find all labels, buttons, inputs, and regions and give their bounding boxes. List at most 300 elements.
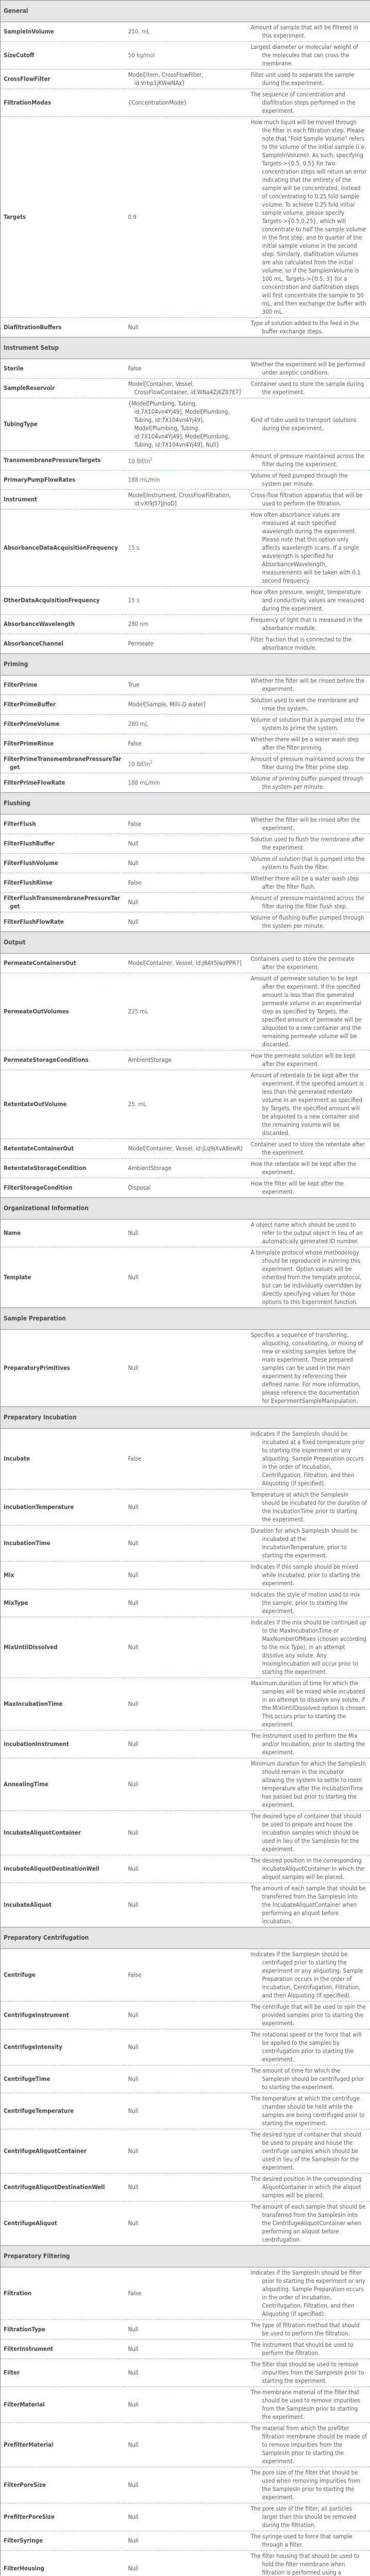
- option-description-cell: [248, 754, 370, 773]
- option-value-text: Model[Container, Vessel, id:J8AY5jwzPPR7]: [128, 959, 242, 967]
- option-value: [128, 1100, 245, 1108]
- option-description: The desired position in the corresponding IncubateAliquotContainer in which the aliquot samples will be placed.: [250, 1857, 364, 1880]
- option-value: [128, 620, 245, 628]
- option-value-cell: [125, 2320, 248, 2340]
- option-name: FilterFlushRinse: [4, 879, 53, 886]
- option-value: [128, 1056, 245, 1064]
- option-row: [1, 2129, 370, 2174]
- option-description: Indicates the style of motion used to mix the sample, prior to starting the experiment.: [250, 1591, 360, 1615]
- option-description: Volume of priming buffer pumped through the system per minute.: [250, 775, 364, 790]
- option-name: SizeCutoff: [4, 52, 35, 59]
- option-row: [1, 1159, 370, 1178]
- option-description-cell: [248, 1678, 370, 1731]
- option-row: [1, 2340, 370, 2359]
- option-value-cell: [125, 754, 248, 773]
- option-value: [128, 2368, 245, 2377]
- option-value: [128, 2107, 245, 2115]
- option-row: [1, 1526, 370, 1562]
- option-description-cell: [248, 675, 370, 695]
- option-name: TransmembranePressureTargets: [4, 456, 101, 464]
- option-row: [1, 1562, 370, 1589]
- option-description-cell: [248, 2359, 370, 2387]
- option-value-text: 50 kg/mol: [128, 52, 155, 59]
- option-name: FilterFlush: [4, 820, 36, 827]
- option-value: [128, 1599, 245, 1607]
- option-value-cell: [125, 510, 248, 587]
- option-row: [1, 734, 370, 754]
- section-title: Preparatory Centrifugation: [1, 1927, 370, 1949]
- option-value: [128, 27, 245, 36]
- option-value: [128, 1571, 245, 1579]
- option-value-cell: [125, 1811, 248, 1855]
- option-description: Volume of solution that is pumped into the system to flush the filter.: [250, 855, 365, 871]
- option-description-cell: [248, 2551, 370, 2576]
- option-value: [128, 1144, 245, 1153]
- option-value: [128, 380, 245, 396]
- option-value-text: Model[Container, Vessel, CrossFlowContainer, id:WNa4ZjKZ07E7]: [128, 380, 241, 396]
- option-value: [128, 959, 245, 967]
- option-value: [128, 1828, 245, 1837]
- option-value-cell: [125, 773, 248, 793]
- option-value-text: Null: [128, 1503, 139, 1511]
- option-name: PrimaryPumpFlowRates: [4, 476, 76, 483]
- option-value: [128, 1780, 245, 1788]
- option-value-cell: [125, 470, 248, 490]
- option-value-cell: [125, 42, 248, 70]
- option-name-cell: [1, 2201, 125, 2246]
- option-name: IncubationTemperature: [4, 1503, 74, 1511]
- section-header: [1, 1927, 370, 1949]
- option-name: FilterFlushVolume: [4, 859, 58, 867]
- option-value: [128, 544, 245, 552]
- option-value: [128, 2325, 245, 2333]
- option-name-cell: [1, 1758, 125, 1811]
- option-row: [1, 22, 370, 42]
- option-value: [128, 1164, 245, 1172]
- option-description-cell: [248, 1489, 370, 1526]
- section-title: Priming: [1, 654, 370, 675]
- option-name: RetentateOutVolume: [4, 1100, 67, 1108]
- option-row: [1, 1050, 370, 1070]
- option-description-cell: [248, 2201, 370, 2246]
- option-name-cell: [1, 359, 125, 379]
- option-value-cell: [125, 634, 248, 654]
- option-row: [1, 1489, 370, 1526]
- option-description: Cross-flow filtration apparatus that will be used to perform the filtration.: [250, 492, 363, 507]
- option-row: [1, 1330, 370, 1407]
- option-name: Targets: [4, 213, 26, 221]
- option-value: [128, 739, 245, 748]
- option-value-cell: [125, 2201, 248, 2246]
- option-name: FilterPrimeTransmembranePressureTarget: [4, 755, 122, 771]
- option-value: [128, 1643, 245, 1651]
- option-name-cell: [1, 615, 125, 634]
- option-name: PreparatoryPrimitives: [4, 1364, 71, 1371]
- option-name-cell: [1, 734, 125, 754]
- option-value-cell: [125, 973, 248, 1050]
- option-row: [1, 2551, 370, 2576]
- option-value-text: 188 mL/min: [128, 779, 160, 786]
- option-name: CentrifugeTime: [4, 2075, 51, 2082]
- option-name: IncubateAliquotContainer: [4, 1829, 81, 1836]
- option-value: [128, 2183, 245, 2191]
- option-value: [128, 2345, 245, 2353]
- option-name-cell: [1, 398, 125, 451]
- option-description-cell: [248, 1562, 370, 1589]
- section-header: [1, 1198, 370, 1219]
- option-value-text: Null: [128, 1364, 139, 1371]
- option-description: How the retentate will be kept after the experiment.: [250, 1160, 357, 1176]
- option-name-cell: [1, 2267, 125, 2320]
- option-name: PrefilterPoreSize: [4, 2513, 55, 2520]
- option-description-cell: [248, 893, 370, 912]
- option-description: The membrane material of the filter that should be used to remove impurities from the SamplesIn prior to starting the experiment.: [250, 2388, 360, 2420]
- option-description: The desired position in the corresponding AliquotContainer in which the aliquot samples will be placed.: [250, 2175, 362, 2199]
- option-value-cell: [125, 1139, 248, 1159]
- option-name-cell: [1, 1219, 125, 1247]
- option-value-text: Null: [128, 1643, 139, 1651]
- option-description-cell: [248, 1589, 370, 1617]
- option-name: FilterMaterial: [4, 2401, 45, 2408]
- option-value-text: True: [128, 681, 140, 688]
- option-value-cell: [125, 1617, 248, 1678]
- option-description-cell: [248, 773, 370, 793]
- option-value-text: Null: [128, 2369, 139, 2376]
- option-description-cell: [248, 2503, 370, 2531]
- option-name-cell: [1, 470, 125, 490]
- option-value-text: Null: [128, 1781, 139, 1788]
- option-value-text: Null: [128, 2326, 139, 2333]
- option-description: Whether the experiment will be performed under aseptic conditions.: [250, 361, 365, 376]
- option-row: [1, 117, 370, 318]
- option-value-text: False: [128, 820, 142, 827]
- option-value-cell: [125, 1855, 248, 1883]
- option-description-cell: [248, 1050, 370, 1070]
- option-description: Volume of solution that is pumped into the system to prime the system.: [250, 716, 365, 732]
- option-description-cell: [248, 954, 370, 973]
- option-name: IncubateAliquot: [4, 1901, 52, 1908]
- option-description-cell: [248, 834, 370, 854]
- option-value-cell: [125, 2467, 248, 2503]
- option-row: [1, 398, 370, 451]
- option-description: Filter unit used to separate the sample during the experiment.: [250, 71, 355, 87]
- option-row: [1, 1731, 370, 1758]
- option-value-text: 225 mL: [128, 1008, 148, 1015]
- option-row: [1, 815, 370, 834]
- option-description: Whether the filter will be rinsed after the experiment.: [250, 816, 360, 832]
- option-row: [1, 854, 370, 873]
- option-value: [128, 476, 245, 484]
- option-value: [128, 1007, 245, 1015]
- option-description: The amount of each sample that should be transferred from the SamplesIn into the IncubateAliquotContainer when performing an aliquot before incubation.: [250, 1885, 366, 1925]
- option-value-text: Null: [128, 2147, 139, 2155]
- option-value-cell: [125, 834, 248, 854]
- option-name-cell: [1, 89, 125, 117]
- option-name-cell: [1, 1526, 125, 1562]
- option-name-cell: [1, 1429, 125, 1489]
- option-name: FilterSyringe: [4, 2537, 43, 2544]
- option-row: [1, 2531, 370, 2551]
- option-value: [128, 399, 245, 449]
- option-value-text: 280 mL: [128, 720, 148, 727]
- option-description-cell: [248, 1731, 370, 1758]
- option-value-text: Null: [128, 1539, 139, 1547]
- option-value-cell: [125, 379, 248, 398]
- option-name: MixType: [4, 1599, 28, 1606]
- option-name-cell: [1, 22, 125, 42]
- option-description: Solution used to flush the membrane after the experiment.: [250, 836, 364, 851]
- option-description: The amount of each sample that should be transferred from the SamplesIn into the CentrifugeAliquotContainer when performing an aliquot before centrifugation.: [250, 2203, 366, 2243]
- section-title: Preparatory Filtering: [1, 2246, 370, 2267]
- option-name: AnnealingTime: [4, 1781, 49, 1788]
- option-name: Sterile: [4, 365, 24, 372]
- option-description-cell: [248, 615, 370, 634]
- option-name-cell: [1, 510, 125, 587]
- option-row: [1, 834, 370, 854]
- option-row: [1, 634, 370, 654]
- option-description: How often absorbance values are measured at each specified wavelength during the experiment. Please note that this option only affects wavelength scans. If a single wavelength is specified for AbsorbanceWavelength, measurements will be taken with 0.1 second frequency.: [250, 511, 361, 584]
- option-value-text: Null: [128, 2513, 139, 2520]
- option-description-cell: [248, 89, 370, 117]
- option-value-cell: [125, 2423, 248, 2467]
- option-description: Volume of feed pumped through the system per minute.: [250, 472, 348, 487]
- option-name-cell: [1, 815, 125, 834]
- option-value: [128, 2441, 245, 2449]
- option-value: [128, 1971, 245, 1979]
- option-value-cell: [125, 715, 248, 734]
- option-description-cell: [248, 1855, 370, 1883]
- option-value-text: Null: [128, 1829, 139, 1836]
- options-table-body: [1, 1, 370, 2576]
- option-description-cell: [248, 634, 370, 654]
- option-value-cell: [125, 2029, 248, 2065]
- option-name: FilterFlushTransmembranePressureTarget: [4, 894, 120, 910]
- option-name: RetentateStorageCondition: [4, 1164, 87, 1172]
- option-name: FilterPrimeRinse: [4, 740, 54, 747]
- option-description: Indicates if this sample should be mixed while incubated, prior to starting the experiment.: [250, 1563, 360, 1587]
- option-value-cell: [125, 2551, 248, 2576]
- option-value-cell: [125, 1178, 248, 1198]
- option-value: [128, 681, 245, 689]
- option-description-cell: [248, 2029, 370, 2065]
- section-title: Preparatory Incubation: [1, 1407, 370, 1429]
- option-value: [128, 1865, 245, 1873]
- option-row: [1, 773, 370, 793]
- option-description-cell: [248, 2320, 370, 2340]
- option-value-cell: [125, 954, 248, 973]
- option-name-cell: [1, 2387, 125, 2423]
- option-name-cell: [1, 2320, 125, 2340]
- option-name: PermeateStorageConditions: [4, 1056, 89, 1063]
- option-row: [1, 1429, 370, 1489]
- option-value-text: 250. mL: [128, 28, 150, 35]
- option-description-cell: [248, 2065, 370, 2093]
- option-name-cell: [1, 854, 125, 873]
- option-description-cell: [248, 1883, 370, 1927]
- option-description-cell: [248, 1219, 370, 1247]
- unit-exponent: 2: [149, 759, 153, 765]
- option-value-text: False: [128, 1971, 142, 1978]
- option-description: The centrifuge that will be used to spin the provided samples prior to starting the experiment.: [250, 2003, 366, 2027]
- unit-exponent: 2: [149, 456, 153, 462]
- option-value-text: Null: [128, 1700, 139, 1707]
- option-value-text: Null: [128, 324, 139, 331]
- option-name: Filter: [4, 2369, 20, 2376]
- option-description-cell: [248, 1617, 370, 1678]
- option-description-cell: [248, 695, 370, 715]
- section-title: Organizational Information: [1, 1198, 370, 1219]
- option-description: The sequence of concentration and diafiltration steps performed in the experiment.: [250, 91, 356, 114]
- option-row: [1, 1855, 370, 1883]
- option-name-cell: [1, 1178, 125, 1198]
- option-value: [128, 71, 245, 87]
- option-name: FilterPrimeBuffer: [4, 701, 56, 708]
- option-row: [1, 954, 370, 973]
- option-name: RetentateContainerOut: [4, 1145, 74, 1152]
- option-description-cell: [248, 1178, 370, 1198]
- option-description-cell: [248, 2531, 370, 2551]
- option-name: FilterHousing: [4, 2565, 44, 2572]
- option-row: [1, 318, 370, 337]
- option-name: AbsorbanceChannel: [4, 640, 63, 647]
- option-description-cell: [248, 2174, 370, 2201]
- option-name-cell: [1, 1050, 125, 1070]
- option-value: [128, 918, 245, 926]
- option-name-cell: [1, 695, 125, 715]
- option-value: [128, 2564, 245, 2572]
- option-row: [1, 587, 370, 615]
- option-description: How the permeate solution will be kept after the experiment.: [250, 1052, 356, 1067]
- option-value: [128, 2147, 245, 2155]
- option-row: [1, 42, 370, 70]
- option-value: [128, 778, 245, 787]
- option-description-cell: [248, 2129, 370, 2174]
- option-description: The rotational speed or the force that will be applied to the samples by centrifugation prior to starting the experiment.: [250, 2031, 362, 2063]
- option-name-cell: [1, 587, 125, 615]
- option-value-text: False: [128, 1455, 142, 1462]
- option-name: CentrifugeAliquot: [4, 2219, 57, 2227]
- section-header: [1, 654, 370, 675]
- option-row: [1, 89, 370, 117]
- option-value-text: Null: [128, 2345, 139, 2352]
- option-description: The syringe used to force that sample through a filter.: [250, 2533, 352, 2548]
- option-value: [128, 98, 245, 107]
- option-value: [128, 323, 245, 331]
- option-name: Incubate: [4, 1455, 30, 1462]
- option-row: [1, 451, 370, 470]
- option-description-cell: [248, 470, 370, 490]
- option-value: [128, 2075, 245, 2083]
- section-header: [1, 1308, 370, 1330]
- option-row: [1, 1617, 370, 1678]
- option-name: FilterPoreSize: [4, 2481, 46, 2488]
- option-name: CentrifugeAliquotContainer: [4, 2147, 87, 2155]
- option-value-cell: [125, 2129, 248, 2174]
- option-name-cell: [1, 1617, 125, 1678]
- option-description: How often pressure, weight, temperature and conductivity values are measured during the experiment.: [250, 588, 364, 612]
- option-value-cell: [125, 451, 248, 470]
- option-name: CentrifugeInstrument: [4, 2011, 69, 2019]
- option-value: [128, 213, 245, 221]
- option-name-cell: [1, 1330, 125, 1407]
- option-value-cell: [125, 1758, 248, 1811]
- option-description-cell: [248, 451, 370, 470]
- option-name: MixUntilDissolved: [4, 1643, 58, 1651]
- option-description: How much liquid will be moved through the filter in each filtration step. Please note that "Fold Sample Volume" refers to the volume of the initial sample (i.e. SampleInVolume). As such, specifying Targets->{0.5, 0.5} for two concentration steps will return an error indicating that the entirety of the sample will be concentrated, instead of concentrating to 0.25 fold sample volume. To achieve 0.25 fold initial sample volume, please specify Targets->{0.5,0.25}, which will concentrate to half the sample volume in the first step, and to quarter of the initial sample volume in the second step. Similarly, diafiltration volumes are also calculated from the initial volume, so if the SampleInVolume is 100 mL, Targets->{0.5, 3} for a concentration and diafiltration steps will first concentrate the sample to 50 mL, and then exchange the buffer with 300 mL.: [250, 118, 366, 315]
- option-name-cell: [1, 834, 125, 854]
- option-name: TubingType: [4, 420, 38, 428]
- option-description: Minimum duration for which the SamplesIn should remain in the incubator allowing the system to settle to room temperature after the IncubationTime has passed but prior to starting the experiment.: [250, 1760, 366, 1808]
- option-row: [1, 1247, 370, 1308]
- option-value-cell: [125, 2359, 248, 2387]
- option-description: Indicates if the mix should be continued up to the MaxIncubationTime or MaxNumberOfMixes (chosen according to the mix Type), in an attempt dissolve any solute. Any mixing/incubation will occur prior to starting the experiment.: [250, 1619, 366, 1675]
- option-name: SampleInVolume: [4, 28, 54, 35]
- option-name: CentrifugeIntensity: [4, 2043, 62, 2050]
- section-title: Instrument Setup: [1, 337, 370, 359]
- option-value-text: 15 s: [128, 597, 140, 604]
- option-name: IncubationInstrument: [4, 1740, 69, 1748]
- option-name: Name: [4, 1229, 21, 1236]
- option-value-text: 0.9: [128, 213, 137, 221]
- option-value-text: Model[Container, Vessel, id:jLq9jXvA8ewR]: [128, 1145, 243, 1152]
- option-description-cell: [248, 2387, 370, 2423]
- option-value-cell: [125, 815, 248, 834]
- option-row: [1, 2423, 370, 2467]
- option-value-text: Null: [128, 1571, 139, 1579]
- option-value: [128, 758, 245, 768]
- option-name: DiafiltrationBuffers: [4, 324, 62, 331]
- option-description: Containers used to store the permeate after the experiment.: [250, 955, 355, 971]
- option-value: [128, 455, 245, 465]
- option-row: [1, 675, 370, 695]
- option-description-cell: [248, 2340, 370, 2359]
- option-value: [128, 2513, 245, 2521]
- option-name-cell: [1, 117, 125, 318]
- option-description-cell: [248, 734, 370, 754]
- option-name-cell: [1, 754, 125, 773]
- option-description: A template protocol whose methodology should be reproduced in running this experiment. Option values will be inherited from the template protocol, but can be individually overridden by directly specifying values for those options to this Experiment function.: [250, 1249, 362, 1306]
- option-description: Filter fraction that is connected to the absorbance module.: [250, 636, 352, 651]
- option-row: [1, 490, 370, 510]
- option-value-text: Null: [128, 2565, 139, 2572]
- option-value: [128, 2536, 245, 2545]
- option-description: The pore size of the filter; all particles larger than this should be removed during the filtration.: [250, 2505, 356, 2529]
- option-description-cell: [248, 1811, 370, 1855]
- option-value-text: {ConcentrationMode}: [128, 99, 188, 106]
- option-name: IncubateAliquotDestinationWell: [4, 1865, 99, 1872]
- option-name-cell: [1, 675, 125, 695]
- option-description-cell: [248, 1139, 370, 1159]
- option-row: [1, 1070, 370, 1139]
- option-row: [1, 615, 370, 634]
- option-value: [128, 1454, 245, 1463]
- option-row: [1, 2065, 370, 2093]
- option-description-cell: [248, 973, 370, 1050]
- option-name-cell: [1, 2359, 125, 2387]
- option-row: [1, 2029, 370, 2065]
- option-row: [1, 2201, 370, 2246]
- option-description-cell: [248, 1070, 370, 1139]
- option-name-cell: [1, 490, 125, 510]
- option-name-cell: [1, 2340, 125, 2359]
- option-name-cell: [1, 2423, 125, 2467]
- option-name: FilterInstrument: [4, 2345, 54, 2352]
- option-value-text: False: [128, 365, 142, 372]
- option-value-text: Null: [128, 1865, 139, 1872]
- option-value-text: Permeate: [128, 640, 154, 647]
- option-value-cell: [125, 873, 248, 893]
- option-value: [128, 1183, 245, 1192]
